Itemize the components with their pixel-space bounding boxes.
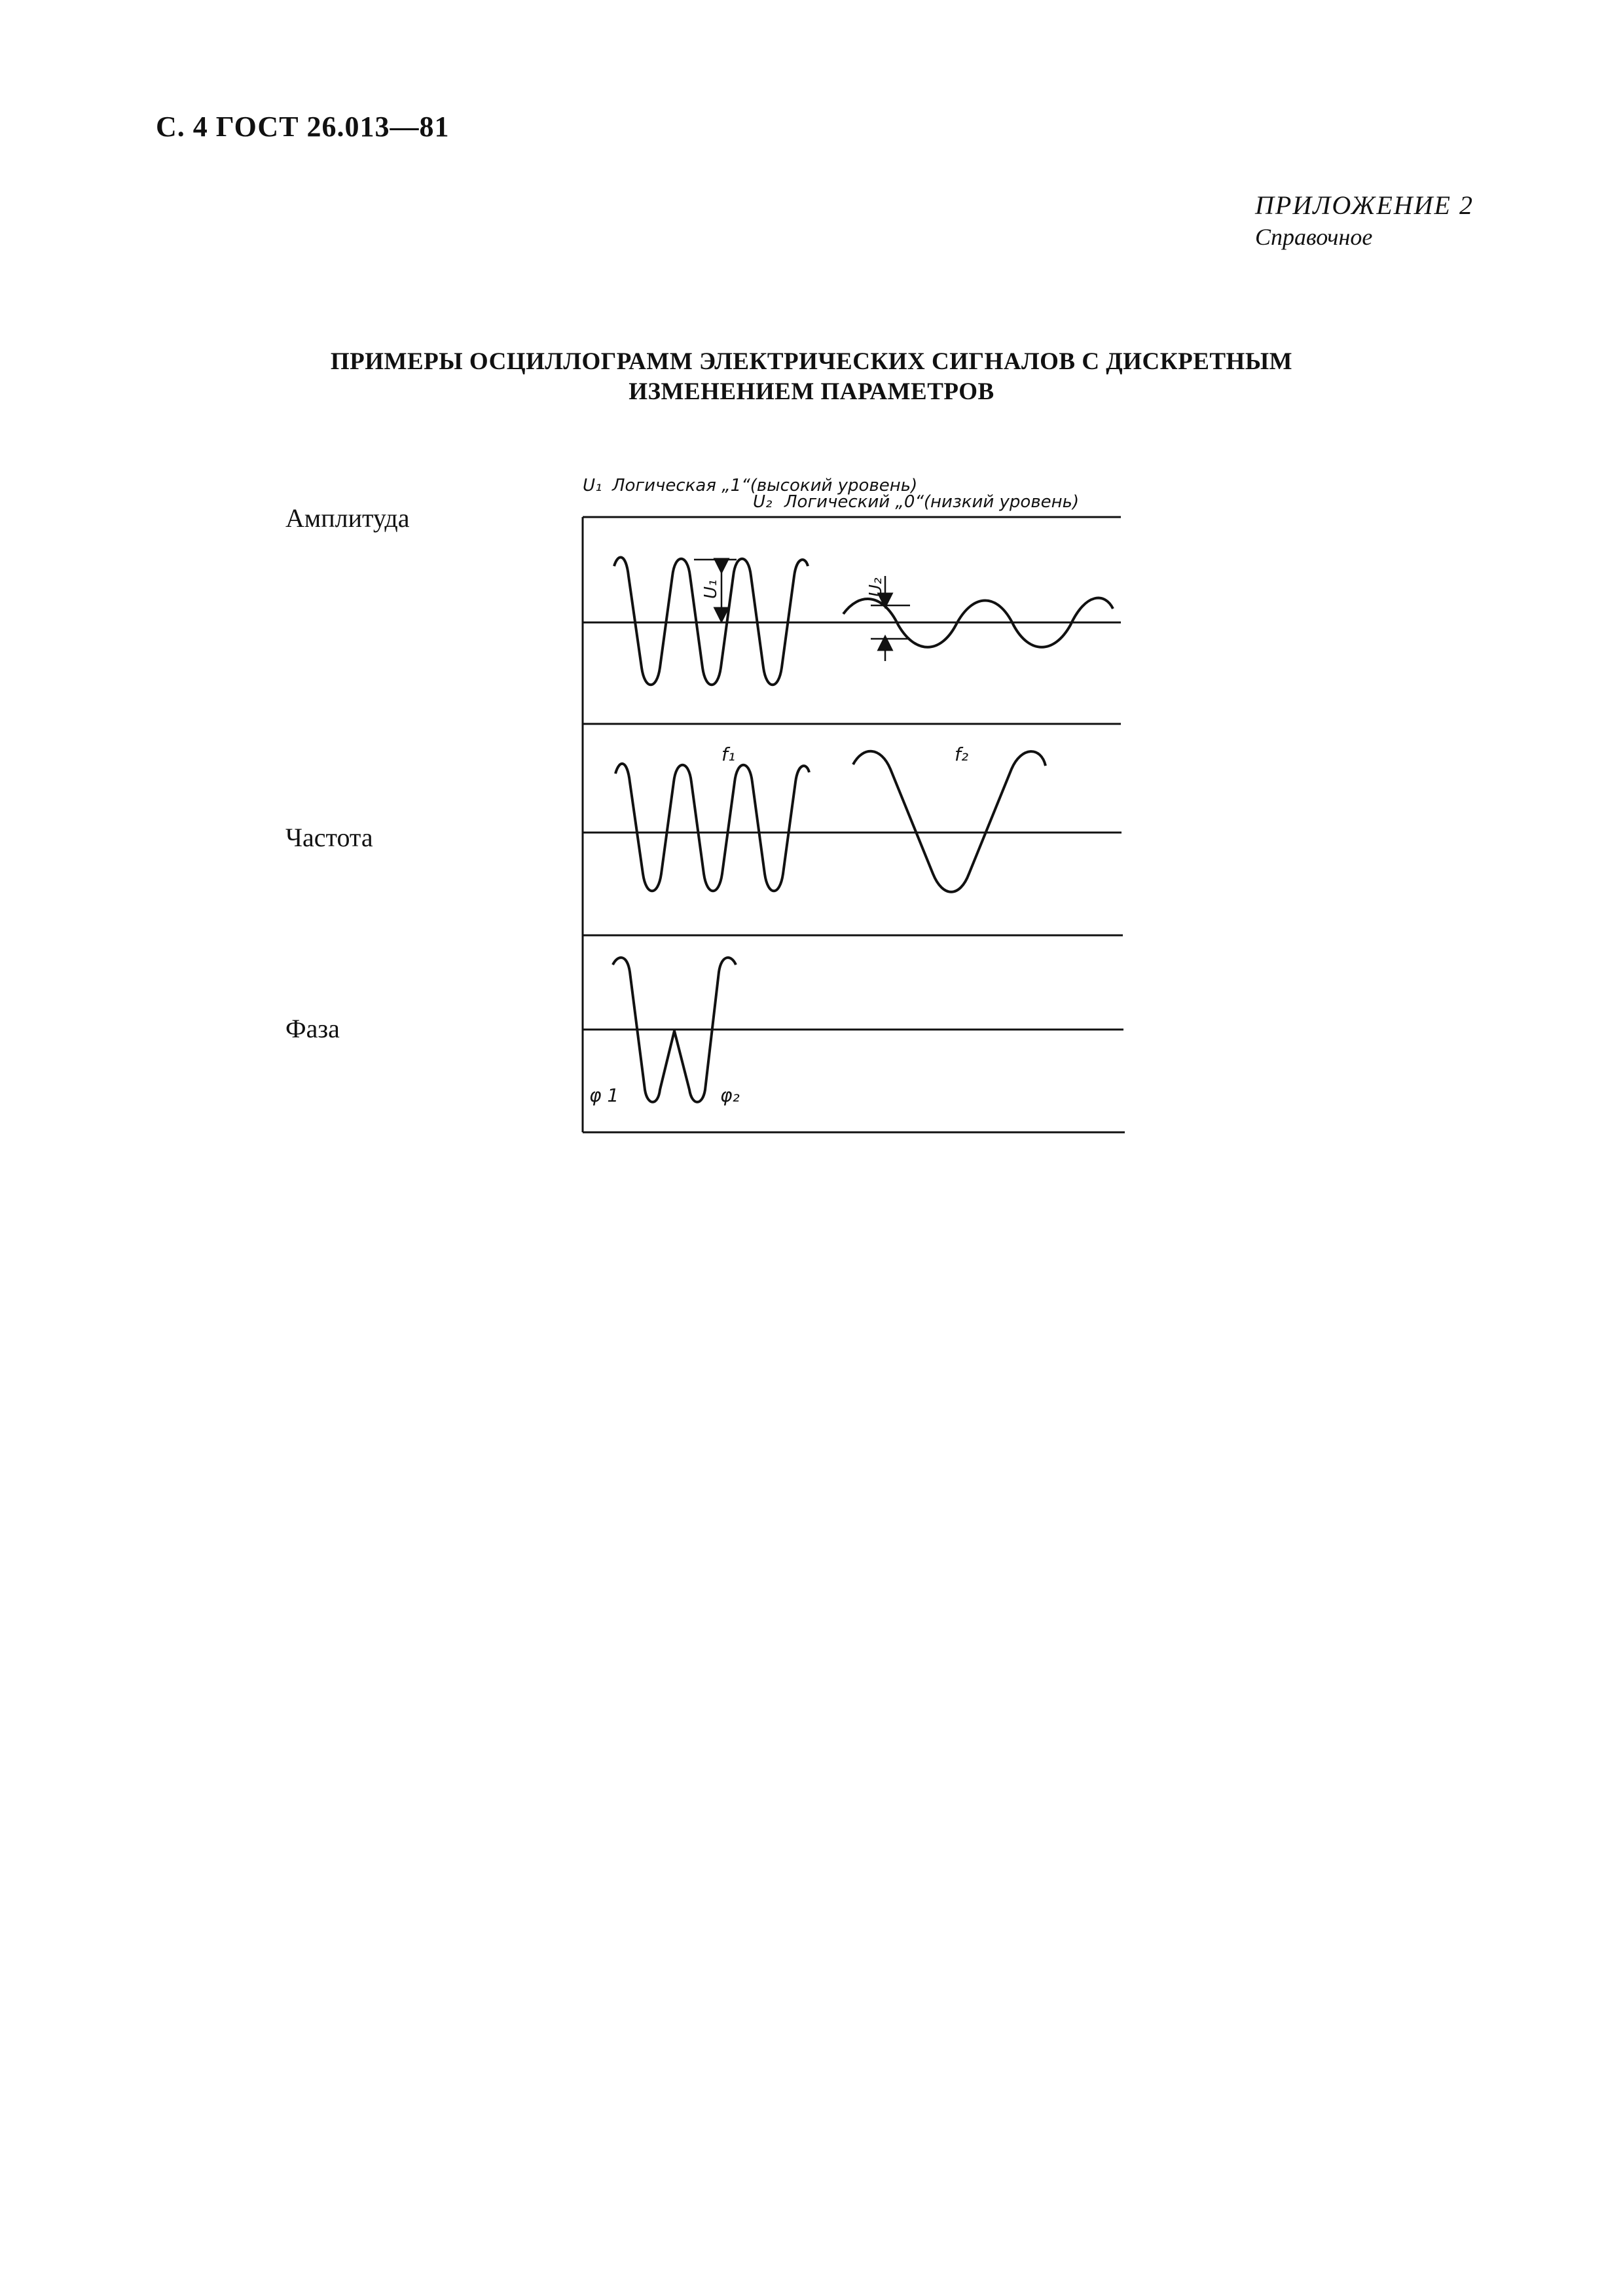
page-header: С. 4 ГОСТ 26.013—81 bbox=[156, 111, 450, 143]
title-line-1: ПРИМЕРЫ ОСЦИЛЛОГРАММ ЭЛЕКТРИЧЕСКИХ СИГНАЛОВ С ДИСКРЕТНЫМ bbox=[330, 348, 1293, 375]
appendix-kind: Справочное bbox=[1255, 224, 1373, 250]
phi1-label: φ 1 bbox=[589, 1085, 619, 1106]
frequency-wave-f2 bbox=[853, 751, 1046, 892]
f1-label: f₁ bbox=[721, 744, 736, 765]
legend-u1-symbol: U₁ bbox=[583, 476, 602, 495]
appendix-number: ПРИЛОЖЕНИЕ 2 bbox=[1255, 190, 1474, 220]
title-line-2: ИЗМЕНЕНИЕМ ПАРАМЕТРОВ bbox=[629, 378, 994, 405]
row-label-phase: Фаза bbox=[285, 1014, 340, 1043]
u2-marker-label: U₂ bbox=[866, 577, 886, 597]
amplitude-wave-high bbox=[614, 557, 808, 685]
legend-u1-text: Логическая „1“(высокий уровень) bbox=[612, 476, 918, 495]
row-label-amplitude: Амплитуда bbox=[285, 503, 410, 533]
row-label-frequency: Частота bbox=[285, 823, 373, 852]
figure-frame bbox=[583, 517, 1125, 1132]
u1-marker-label: U₁ bbox=[701, 579, 721, 599]
legend-u2-symbol: U₂ bbox=[753, 492, 773, 512]
phi2-label: φ₂ bbox=[720, 1085, 740, 1106]
f2-label: f₂ bbox=[955, 744, 969, 765]
frequency-wave-f1 bbox=[615, 764, 809, 891]
legend-u2-text: Логический „0“(низкий уровень) bbox=[784, 492, 1080, 512]
baselines bbox=[583, 622, 1123, 1030]
